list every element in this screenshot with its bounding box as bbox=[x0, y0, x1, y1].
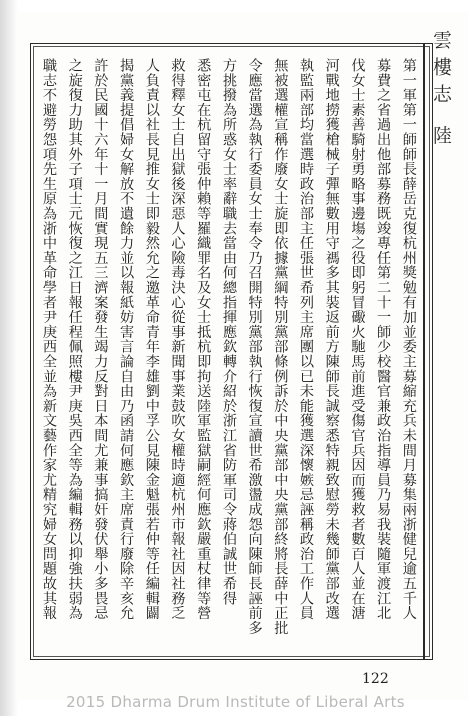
body-text bbox=[40, 58, 418, 638]
text-column: 許於民國十六年十一月間實現五三濟案發生竭力反對日本間尤兼事搞奸發伏舉小多畏忌 bbox=[92, 58, 109, 621]
text-column: 伐女士素善騎射勇略事邊塲之役即躬冒礮火馳馬前進受傷官兵因而獲救者數百人並在溏 bbox=[349, 58, 366, 621]
text-column: 方挑撥為所惑女士率辭職去當由何總指揮應欽轉介紹於浙江省防軍司令蔣伯誠世希得 bbox=[220, 58, 237, 606]
watermark-text: 2015 Dharma Drum Institute of Liberal Arts bbox=[66, 693, 405, 711]
binding-shadow bbox=[0, 0, 18, 716]
text-column: 執監兩部均當選時政治部主任張世希列主席團以已未能獲選深懷嫉忌誣稱政治工作人員 bbox=[298, 58, 315, 621]
text-column: 令應當選為執行委員女士奉令乃召開特別黨部執行恢復宣讀世希激盪成怨向陳師長誣前多 bbox=[246, 58, 263, 636]
header-rule bbox=[423, 43, 425, 660]
text-column: 救得釋女士自出獄後深惡人心險毒決心從事新聞事業鼓吹女權時適杭州市報社因社務乏 bbox=[169, 58, 186, 621]
text-column: 之旋復力助其外子項士元恢復之江日報任程佩照樓尹庚吳西全等為編輯務以抑強扶弱為 bbox=[66, 58, 83, 621]
text-column: 悉密屯在杭留守張仲賴等羅織罪名及女士抵杭即拘送陸軍監獄嗣經何應欽嚴重杖律等營 bbox=[195, 58, 212, 621]
running-header: 雲樓志 陸 bbox=[430, 30, 452, 153]
text-column: 人負責以社長見推女士即毅然允之邀革命青年李雄劉中孚公見陳金魁張若仲等任編輯闢 bbox=[143, 58, 160, 621]
text-column: 揭黨義提倡婦女解放不遺餘力並以報紙妨害言論自由乃函請何應欽主席責行廢除辛亥允 bbox=[118, 58, 135, 621]
text-column: 第一軍第一師師長薛岳克復杭州獎勉有加並委主募縮充兵未間月募集兩浙健兒逾五千人 bbox=[400, 58, 417, 621]
text-column: 無被選權宣稱作廢女士旋即依據黨綱特別黨部條例訴於中央黨部中央黨部終將長薛中正批 bbox=[272, 58, 289, 636]
page-number: 122 bbox=[362, 671, 389, 687]
text-column: 河戰地撈獲槍械子彈無數用守禡多其裝返前方陳師長誠察悉特親致慰勞未幾師黨部改選 bbox=[323, 58, 340, 621]
text-column: 募費之省過出他部募務既竣專任第二十一師少校醫官兼政治指導員乃易我裝隨軍渡江北 bbox=[375, 58, 392, 621]
text-column: 職志不避勞怨項先生原為浙中革命學者尹庚西全並為新文藝作家尤精究婦女問題故其報 bbox=[41, 58, 57, 621]
